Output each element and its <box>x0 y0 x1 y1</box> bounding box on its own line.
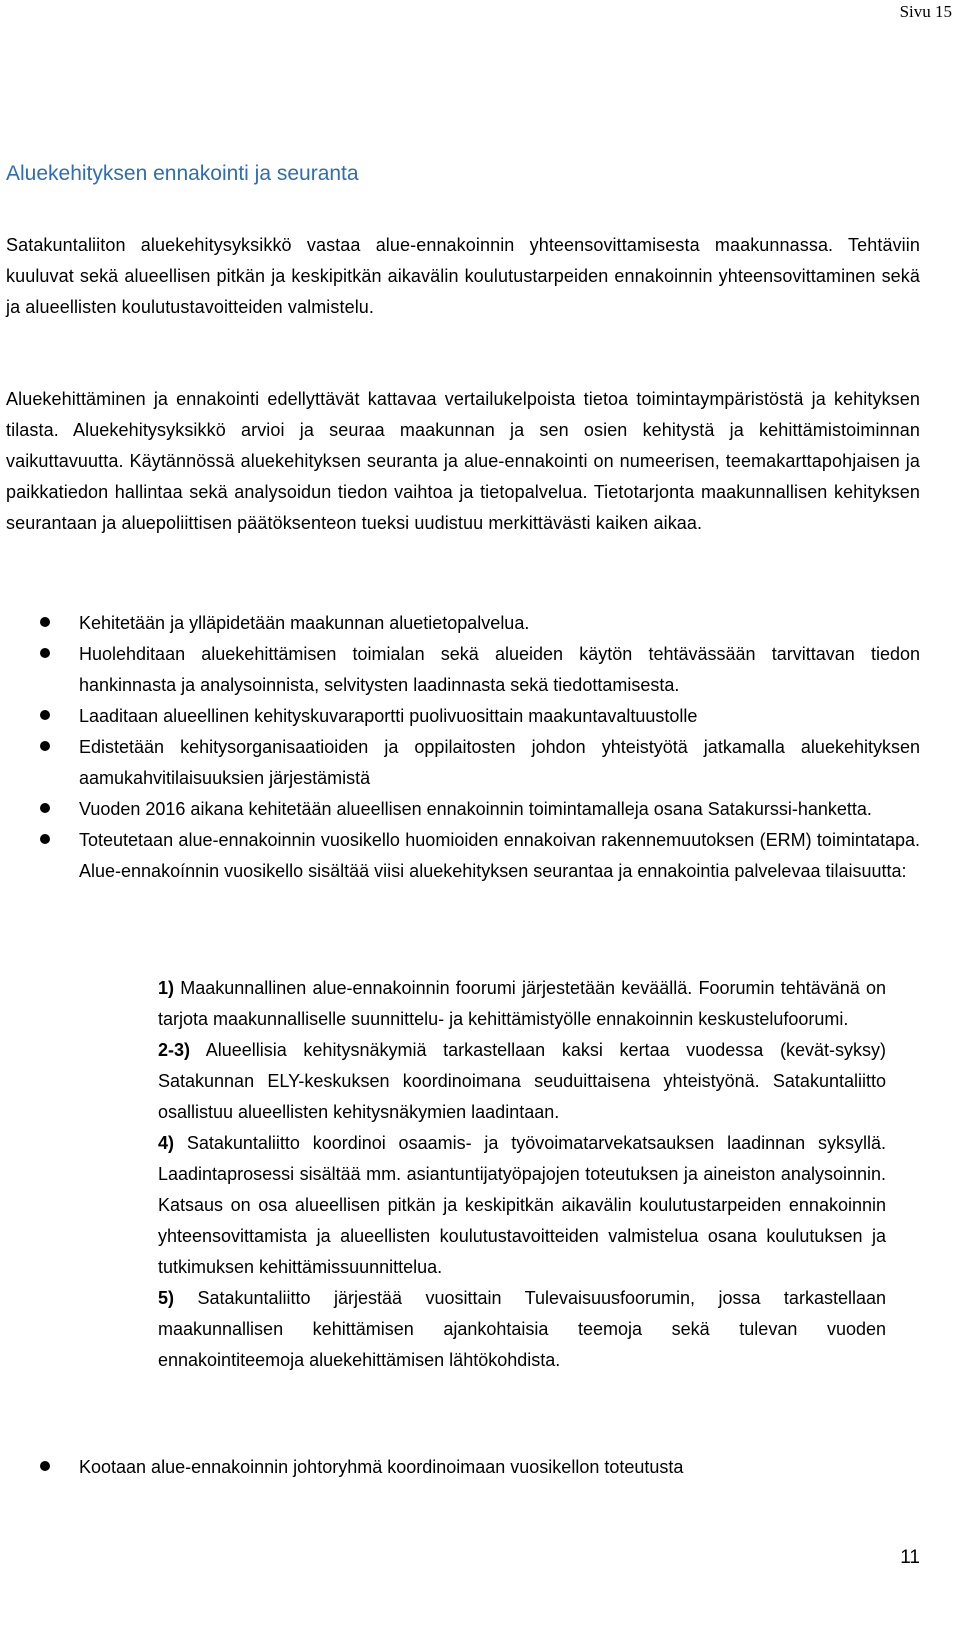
event-text: Maakunnallinen alue-ennakoinnin foorumi järjestetään keväällä. Foorumin tehtävänä on tarjota maakunnalliselle suunnittelu- ja kehittämistyölle ennakoinnin keskustelufoorumi. <box>158 978 886 1029</box>
section-heading: Aluekehityksen ennakointi ja seuranta <box>6 162 359 185</box>
event-number: 5) <box>158 1288 175 1308</box>
list-item-text: Vuoden 2016 aikana kehitetään alueellisen ennakoinnin toimintamalleja osana Satakurssi-hanketta. <box>79 799 872 819</box>
event-text: Satakuntaliitto koordinoi osaamis- ja työvoimatarvekatsauksen laadinnan syksyllä. Laadintaprosessi sisältää mm. asiantuntijatyöpajojen toteutuksen ja aineiston analysoinnin. Katsaus on osa alueellisen pitkän ja keskipitkän aikavälin koulutustarpeiden ennakoinnin yhteensovittamista ja alueellisten koulutustavoitteiden valmistelua osana koulutuksen ja tutkimuksen kehittämissuunnittelua. <box>158 1133 886 1277</box>
event-item <box>158 1283 886 1376</box>
list-item <box>6 794 920 825</box>
list-item-text: Edistetään kehitysorganisaatioiden ja oppilaitosten johdon yhteistyötä jatkamalla aluekehityksen aamukahvitilaisuuksien järjestämistä <box>79 737 920 788</box>
final-bullet-list <box>6 1452 920 1483</box>
event-number: 1) <box>158 978 175 998</box>
bullet-list <box>6 608 920 887</box>
bullet-icon <box>40 834 50 844</box>
list-item <box>6 1452 920 1483</box>
list-item-text: Laaditaan alueellinen kehityskuvaraportti puolivuosittain maakuntavaltuustolle <box>79 706 698 726</box>
bullet-icon <box>40 803 50 813</box>
paragraph-1: Satakuntaliiton aluekehitysyksikkö vastaa alue-ennakoinnin yhteensovittamisesta maakunnassa. Tehtäviin kuuluvat sekä alueellisen pitkän ja keskipitkän aikavälin koulutustarpeiden ennakoinnin yhteensovittaminen sekä ja alueellisten koulutustavoitteiden valmistelu. <box>6 235 920 317</box>
list-item <box>6 608 920 639</box>
event-number: 2-3) <box>158 1040 191 1060</box>
list-item-text: Huolehditaan aluekehittämisen toimialan sekä alueiden käytön tehtävässään tarvittavan tiedon hankinnasta ja analysoinnista, selvitysten laadinnasta sekä tiedottamisesta. <box>79 644 920 695</box>
bullet-icon <box>40 741 50 751</box>
page-header-label: Sivu 15 <box>899 2 952 21</box>
event-number: 4) <box>158 1133 175 1153</box>
event-item <box>158 1035 886 1128</box>
event-item <box>158 973 886 1035</box>
event-text: Alueellisia kehitysnäkymiä tarkastellaan kaksi kertaa vuodessa (kevät-syksy) Satakunnan ELY-keskuksen koordinoimana seuduittaisena yhteistyönä. Satakuntaliitto osallistuu alueellisten kehitysnäkymien laadintaan. <box>158 1040 886 1122</box>
bullet-icon <box>40 648 50 658</box>
list-item-text: Kootaan alue-ennakoinnin johtoryhmä koordinoimaan vuosikellon toteutusta <box>79 1457 684 1477</box>
list-item <box>6 701 920 732</box>
event-item <box>158 1128 886 1283</box>
list-item <box>6 639 920 701</box>
paragraph-2: Aluekehittäminen ja ennakointi edellyttävät kattavaa vertailukelpoista tietoa toimintaympäristöstä ja kehityksen tilasta. Aluekehitysyksikkö arvioi ja seuraa maakunnan ja sen osien kehitystä ja kehittämistoiminnan vaikuttavuutta. Käytännössä aluekehityksen seuranta ja alue-ennakointi on numeerisen, teemakarttapohjaisen ja paikkatiedon hallintaa sekä analysoidun tiedon vaihtoa ja tietopalvelua. Tietotarjonta maakunnallisen kehityksen seurantaan ja aluepoliittisen päätöksenteon tueksi uudistuu merkittävästi kaiken aikaa. <box>6 389 920 533</box>
events-list <box>158 973 886 1376</box>
bullet-icon <box>40 1461 50 1471</box>
event-text: Satakuntaliitto järjestää vuosittain Tulevaisuusfoorumin, jossa tarkastellaan maakunnallisen kehittämisen ajankohtaisia teemoja sekä tulevan vuoden ennakointiteemoja aluekehittämisen lähtökohdista. <box>158 1288 886 1370</box>
list-item-text: Toteutetaan alue-ennakoinnin vuosikello huomioiden ennakoivan rakennemuutoksen (ERM) toimintatapa. Alue-ennakoínnin vuosikello sisältää viisi aluekehityksen seurantaa ja ennakointia palvelevaa tilaisuutta: <box>79 830 920 881</box>
list-item-text: Kehitetään ja ylläpidetään maakunnan aluetietopalvelua. <box>79 613 530 633</box>
bullet-icon <box>40 617 50 627</box>
list-item <box>6 825 920 887</box>
bullet-icon <box>40 710 50 720</box>
page-number: 11 <box>900 1547 920 1568</box>
list-item <box>6 732 920 794</box>
